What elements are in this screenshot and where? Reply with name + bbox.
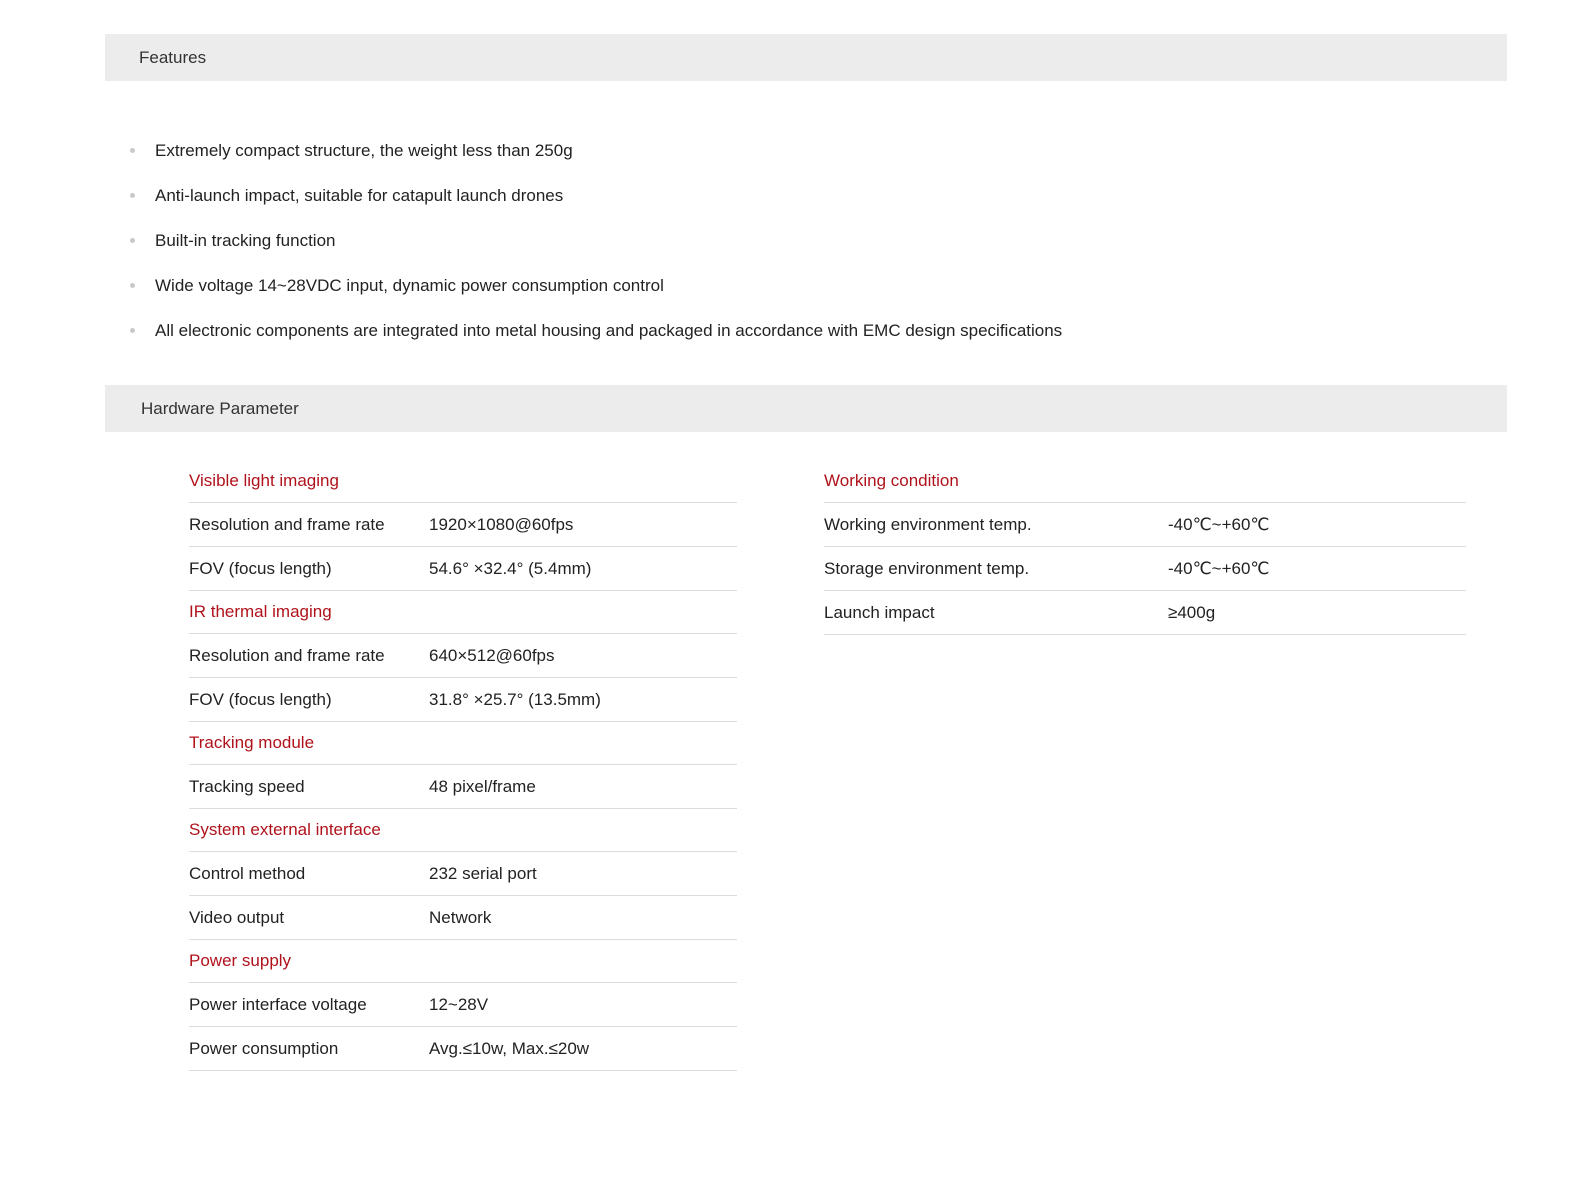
group-title-tracking-module: Tracking module (189, 722, 737, 765)
spec-row (189, 547, 737, 591)
spec-value: -40℃~+60℃ (1168, 558, 1270, 578)
feature-text: All electronic components are integrated into metal housing and packaged in accordance with EMC design specifications (155, 320, 1063, 340)
hardware-section-header (105, 385, 1507, 432)
spec-row (189, 765, 737, 809)
feature-text: Extremely compact structure, the weight less than 250g (155, 140, 573, 160)
spec-value: Network (429, 907, 492, 927)
bullet-dot-icon (130, 148, 135, 153)
spec-label: Resolution and frame rate (189, 514, 385, 534)
spec-label: Working environment temp. (824, 514, 1032, 534)
feature-item (130, 173, 1062, 218)
spec-table-left (189, 460, 737, 1071)
spec-value: 48 pixel/frame (429, 776, 536, 796)
features-section-header (105, 34, 1507, 81)
spec-value: 54.6° ×32.4° (5.4mm) (429, 558, 592, 578)
spec-value: 31.8° ×25.7° (13.5mm) (429, 689, 601, 709)
group-title-power-supply: Power supply (189, 940, 737, 983)
spec-row (189, 896, 737, 940)
bullet-dot-icon (130, 238, 135, 243)
spec-table-right (824, 460, 1466, 635)
spec-value: 232 serial port (429, 863, 537, 883)
spec-row (189, 983, 737, 1027)
spec-label: Resolution and frame rate (189, 645, 385, 665)
features-title: Features (139, 47, 207, 67)
group-title-external-interface: System external interface (189, 809, 737, 852)
spec-row (189, 1027, 737, 1071)
spec-value: 1920×1080@60fps (429, 514, 574, 534)
spec-label: Video output (189, 907, 285, 927)
feature-item (130, 308, 1062, 353)
group-title-working-condition: Working condition (824, 460, 1466, 503)
spec-value: 12~28V (429, 994, 489, 1014)
spec-row (189, 852, 737, 896)
spec-label: Launch impact (824, 602, 935, 622)
feature-item (130, 218, 1062, 263)
spec-value: ≥400g (1168, 602, 1216, 622)
spec-row (824, 591, 1466, 635)
feature-item (130, 263, 1062, 308)
spec-row (189, 503, 737, 547)
spec-row (824, 503, 1466, 547)
spec-label: Power interface voltage (189, 994, 367, 1014)
group-title-visible-light: Visible light imaging (189, 460, 737, 503)
feature-text: Built-in tracking function (155, 230, 336, 250)
spec-value: 640×512@60fps (429, 645, 555, 665)
spec-row (824, 547, 1466, 591)
spec-label: FOV (focus length) (189, 689, 332, 709)
spec-value: Avg.≤10w, Max.≤20w (429, 1038, 590, 1058)
bullet-dot-icon (130, 193, 135, 198)
spec-value: -40℃~+60℃ (1168, 514, 1270, 534)
spec-row (189, 678, 737, 722)
hardware-title: Hardware Parameter (141, 398, 299, 418)
features-list (130, 128, 1062, 353)
bullet-dot-icon (130, 328, 135, 333)
spec-label: Tracking speed (189, 776, 305, 796)
group-title-ir-thermal: IR thermal imaging (189, 591, 737, 634)
spec-label: Control method (189, 863, 306, 883)
spec-row (189, 634, 737, 678)
feature-text: Anti-launch impact, suitable for catapult launch drones (155, 185, 564, 205)
feature-text: Wide voltage 14~28VDC input, dynamic power consumption control (155, 275, 664, 295)
spec-label: FOV (focus length) (189, 558, 332, 578)
bullet-dot-icon (130, 283, 135, 288)
feature-item (130, 128, 1062, 173)
spec-label: Storage environment temp. (824, 558, 1030, 578)
spec-label: Power consumption (189, 1038, 339, 1058)
